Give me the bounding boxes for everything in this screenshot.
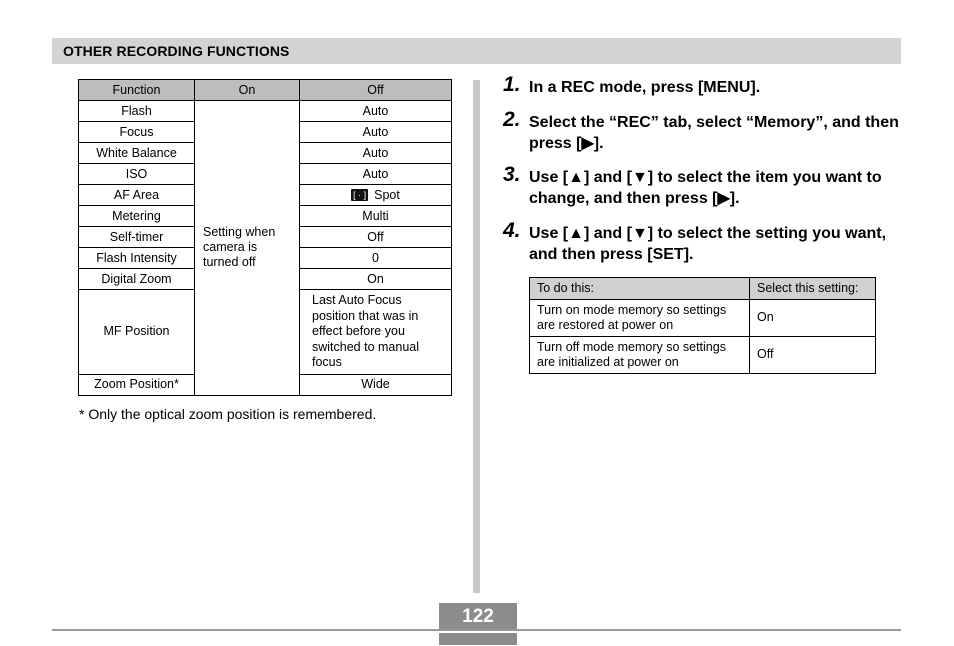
step-number: 2. [503,108,521,131]
page-number-tab [439,633,517,645]
column-divider [473,80,480,593]
function-cell: Metering [79,206,195,227]
off-cell: 0 [300,248,452,269]
off-cell: Auto [300,101,452,122]
off-cell: Auto [300,122,452,143]
column-header-setting: Select this setting: [750,278,876,300]
off-cell: On [300,269,452,290]
function-cell: ISO [79,164,195,185]
function-cell: Digital Zoom [79,269,195,290]
table-row [530,337,876,374]
off-cell: Multi [300,206,452,227]
function-cell: AF Area [79,185,195,206]
step-number: 4. [503,219,521,242]
section-title: OTHER RECORDING FUNCTIONS [63,43,290,59]
table-row [79,101,452,122]
step-text: Use [▲] and [▼] to select the item you want to change, and then press [▶]. [529,169,882,207]
off-cell: Wide [300,374,452,395]
function-cell-text: Zoom Position [94,377,175,391]
off-cell: Last Auto Focus position that was in effect before you switched to manual focus [300,290,452,375]
function-cell: Self-timer [79,227,195,248]
step-text: In a REC mode, press [MENU]. [529,79,761,96]
function-cell: Flash Intensity [79,248,195,269]
function-table-header [79,80,452,101]
step-number: 1. [503,73,521,96]
footnote-marker: * [174,377,179,391]
function-cell: White Balance [79,143,195,164]
column-header-off: Off [300,80,452,101]
off-cell: Auto [300,143,452,164]
step-number: 3. [503,163,521,186]
step-text: Select the “REC” tab, select “Memory”, and then press [▶]. [529,114,899,152]
off-cell-text: Spot [374,187,400,202]
page-number-box [439,603,517,644]
on-cell: Setting when camera is turned off [195,101,300,396]
column-header-on: On [195,80,300,101]
off-cell: Auto [300,164,452,185]
action-cell: Turn on mode memory so settings are restored at power on [530,300,750,337]
settings-table [529,277,876,374]
setting-cell: Off [750,337,876,374]
setting-cell: On [750,300,876,337]
function-table [78,79,452,396]
section-header [52,38,901,64]
footnote-text: Only the optical zoom position is remembered. [84,406,377,422]
function-cell: MF Position [79,290,195,375]
off-cell: Off [300,227,452,248]
settings-table-header [530,278,876,300]
column-header-function: Function [79,80,195,101]
footnote-marker: * [79,406,85,422]
action-cell: Turn off mode memory so settings are initialized at power on [530,337,750,374]
function-cell: Focus [79,122,195,143]
off-cell [300,185,452,206]
step-text: Use [▲] and [▼] to select the setting you want, and then press [SET]. [529,225,887,263]
function-cell [79,374,195,395]
table-row [530,300,876,337]
function-cell: Flash [79,101,195,122]
footnote [79,406,376,422]
column-header-action: To do this: [530,278,750,300]
spot-af-icon: [ · ] [353,190,367,201]
page-number: 122 [439,603,517,629]
